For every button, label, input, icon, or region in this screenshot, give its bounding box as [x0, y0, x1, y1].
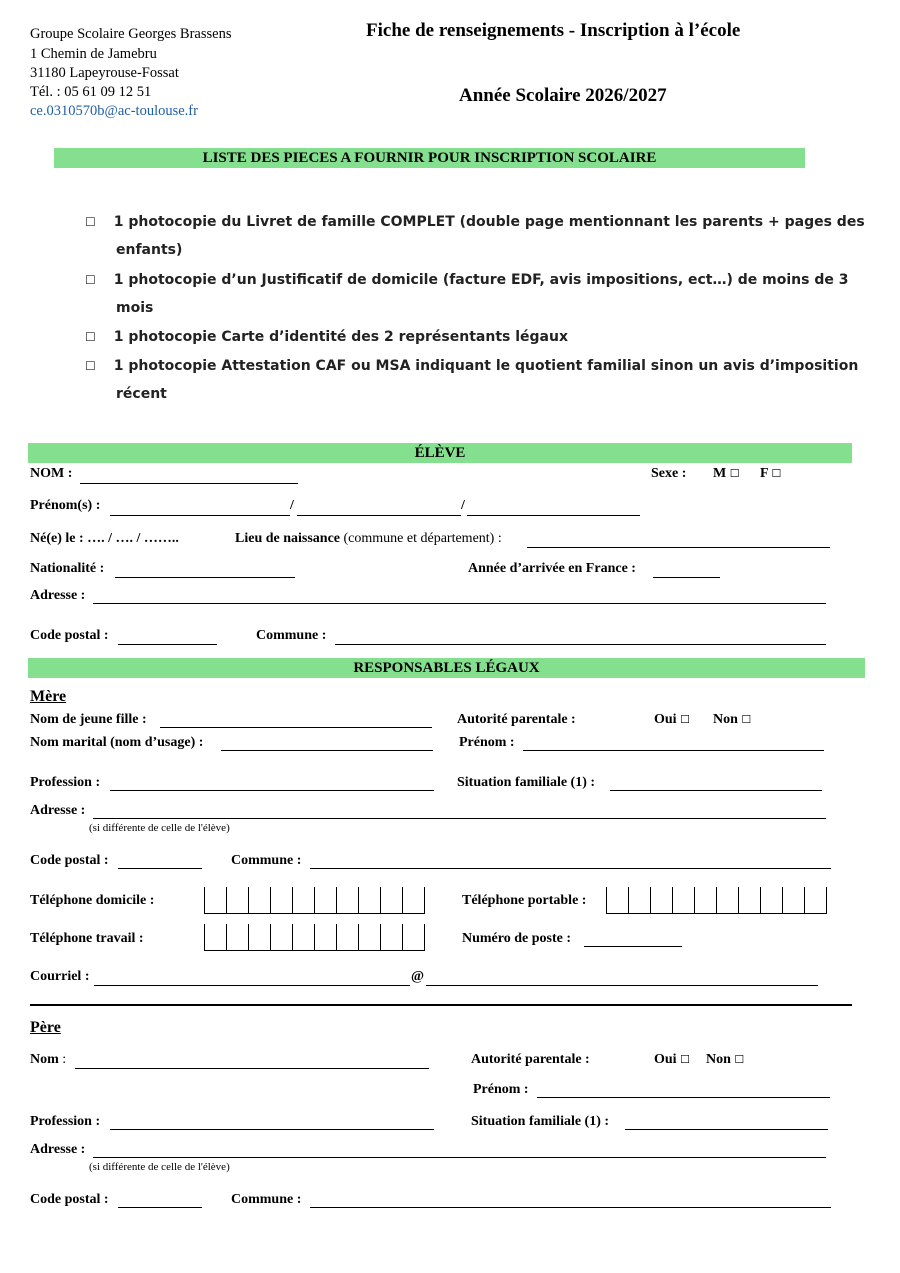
mere-tel-port-field[interactable]: [606, 887, 827, 914]
mere-profession-label: Profession :: [30, 775, 101, 790]
pere-adresse-field[interactable]: [93, 1157, 826, 1158]
cp-label: Code postal :: [30, 628, 109, 643]
checkbox[interactable]: ☐: [85, 330, 96, 344]
adresse-label: Adresse :: [30, 588, 86, 603]
prenom-field-2[interactable]: [297, 515, 461, 516]
form-title: Fiche de renseignements - Inscription à l’école: [366, 20, 741, 41]
lieu-naissance-label: Lieu de naissance (commune et département) :: [235, 531, 502, 546]
mere-adresse-field[interactable]: [93, 818, 826, 819]
mere-commune-label: Commune :: [231, 853, 302, 868]
mere-nom-jf-field[interactable]: [160, 727, 432, 728]
mere-nom-marital-label: Nom marital (nom d’usage) :: [30, 735, 204, 750]
pere-adresse-label: Adresse :: [30, 1142, 86, 1157]
mere-heading: Mère: [30, 688, 67, 705]
mere-poste-label: Numéro de poste :: [462, 931, 572, 946]
checklist-item: ☐ 1 photocopie Carte d’identité des 2 représentants légaux: [85, 329, 568, 345]
nationalite-field[interactable]: [115, 577, 295, 578]
mere-autorite-non[interactable]: Non ☐: [713, 712, 752, 727]
cp-field[interactable]: [118, 644, 217, 645]
mere-prenom-field[interactable]: [523, 750, 824, 751]
prenom-label: Prénom(s) :: [30, 498, 101, 513]
pere-cp-field[interactable]: [118, 1207, 202, 1208]
adresse-field[interactable]: [93, 603, 826, 604]
checklist-item: ☐ 1 photocopie d’un Justificatif de domicile (facture EDF, avis impositions, ect…) de moins de 3 mois: [85, 272, 849, 316]
arrivee-field[interactable]: [653, 577, 720, 578]
mere-situation-field[interactable]: [610, 790, 822, 791]
school-name: Groupe Scolaire Georges Brassens: [30, 26, 232, 42]
commune-field[interactable]: [335, 644, 826, 645]
sexe-m-option[interactable]: M ☐: [713, 466, 740, 481]
pere-nom-field[interactable]: [75, 1068, 429, 1069]
responsables-banner: RESPONSABLES LÉGAUX: [28, 658, 865, 678]
pere-autorite-non[interactable]: Non ☐: [706, 1052, 745, 1067]
mere-cp-field[interactable]: [118, 868, 202, 869]
pere-profession-label: Profession :: [30, 1114, 101, 1129]
mere-courriel-domain-field[interactable]: [426, 985, 818, 986]
mere-prenom-label: Prénom :: [459, 735, 515, 750]
mere-autorite-oui[interactable]: Oui ☐: [654, 712, 690, 727]
mere-autorite-label: Autorité parentale :: [457, 712, 576, 727]
mere-poste-field[interactable]: [584, 946, 682, 947]
pere-prenom-label: Prénom :: [473, 1082, 529, 1097]
arrivee-label: Année d’arrivée en France :: [468, 561, 636, 576]
at-sign: @: [411, 969, 425, 984]
school-phone: Tél. : 05 61 09 12 51: [30, 84, 152, 100]
prenom-field-3[interactable]: [467, 515, 640, 516]
mere-tel-dom-field[interactable]: [204, 887, 425, 914]
nom-label: NOM :: [30, 466, 73, 481]
mere-profession-field[interactable]: [110, 790, 434, 791]
nationalite-label: Nationalité :: [30, 561, 105, 576]
checkbox[interactable]: ☐: [85, 273, 96, 287]
sexe-f-option[interactable]: F ☐: [760, 466, 782, 481]
nom-field[interactable]: [80, 483, 298, 484]
mere-tel-trav-label: Téléphone travail :: [30, 931, 144, 946]
mere-situation-label: Situation familiale (1) :: [457, 775, 596, 790]
school-year: Année Scolaire 2026/2027: [459, 85, 667, 106]
mere-adresse-label: Adresse :: [30, 803, 86, 818]
mere-tel-dom-label: Téléphone domicile :: [30, 893, 155, 908]
mere-nom-marital-field[interactable]: [221, 750, 433, 751]
sexe-label: Sexe :: [651, 466, 687, 481]
commune-label: Commune :: [256, 628, 327, 643]
pere-commune-label: Commune :: [231, 1192, 302, 1207]
mere-commune-field[interactable]: [310, 868, 831, 869]
separator: /: [461, 498, 465, 513]
prenom-field-1[interactable]: [110, 515, 290, 516]
pere-adresse-hint: (si différente de celle de l'élève): [89, 1161, 230, 1173]
school-email-link[interactable]: ce.0310570b@ac-toulouse.fr: [30, 103, 198, 119]
school-city: 31180 Lapeyrouse-Fossat: [30, 65, 179, 81]
mere-adresse-hint: (si différente de celle de l'élève): [89, 822, 230, 834]
pere-autorite-label: Autorité parentale :: [471, 1052, 590, 1067]
mere-tel-trav-field[interactable]: [204, 924, 425, 951]
mere-cp-label: Code postal :: [30, 853, 109, 868]
pere-nom-label: Nom :: [30, 1052, 67, 1067]
pieces-banner: LISTE DES PIECES A FOURNIR POUR INSCRIPTION SCOLAIRE: [54, 148, 805, 168]
checklist-item: ☐ 1 photocopie Attestation CAF ou MSA indiquant le quotient familial sinon un avis d’imposition récent: [85, 358, 859, 402]
pere-profession-field[interactable]: [110, 1129, 434, 1130]
date-naissance-field[interactable]: Né(e) le : …. / …. / ……..: [30, 531, 179, 546]
separator: /: [290, 498, 294, 513]
pere-cp-label: Code postal :: [30, 1192, 109, 1207]
mere-nom-jf-label: Nom de jeune fille :: [30, 712, 147, 727]
pere-situation-field[interactable]: [625, 1129, 828, 1130]
lieu-naissance-field[interactable]: [527, 547, 830, 548]
pere-autorite-oui[interactable]: Oui ☐: [654, 1052, 690, 1067]
pere-situation-label: Situation familiale (1) :: [471, 1114, 610, 1129]
school-address: 1 Chemin de Jamebru: [30, 46, 157, 62]
divider: [30, 1004, 852, 1006]
mere-courriel-user-field[interactable]: [94, 985, 410, 986]
pere-heading: Père: [30, 1019, 61, 1036]
eleve-banner: ÉLÈVE: [28, 443, 852, 463]
checkbox[interactable]: ☐: [85, 359, 96, 373]
mere-courriel-label: Courriel :: [30, 969, 90, 984]
checklist-item: ☐ 1 photocopie du Livret de famille COMPLET (double page mentionnant les parents + pages des enfants): [85, 214, 865, 258]
mere-tel-port-label: Téléphone portable :: [462, 893, 587, 908]
pere-commune-field[interactable]: [310, 1207, 831, 1208]
pere-prenom-field[interactable]: [537, 1097, 830, 1098]
checkbox[interactable]: ☐: [85, 215, 96, 229]
